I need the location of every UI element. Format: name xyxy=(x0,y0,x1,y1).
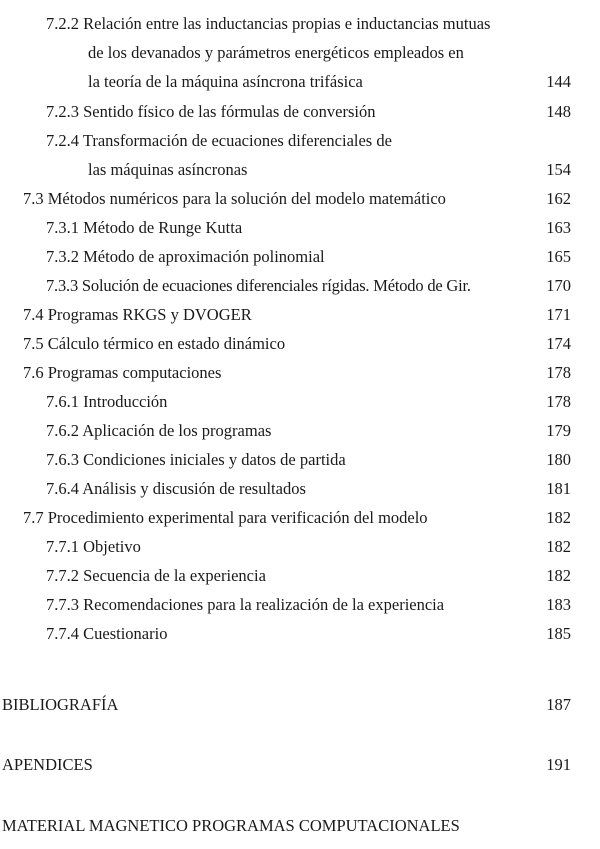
toc-entry-title: 7.7.1 Objetivo xyxy=(46,537,141,556)
toc-section-magnetic-material xyxy=(0,812,600,840)
toc-entry-page: 178 xyxy=(546,392,571,411)
toc-entry-page: 174 xyxy=(546,334,571,353)
toc-entry-title: 7.7.4 Cuestionario xyxy=(46,624,168,643)
toc-entry-title: 7.6.4 Análisis y discusión de resultados xyxy=(46,479,306,498)
toc-entry-page: 170 xyxy=(546,276,571,295)
toc-entry-title: 7.3 Métodos numéricos para la solución del modelo matemático xyxy=(23,189,446,208)
toc-entry-title: 7.2.4 Transformación de ecuaciones diferenciales de xyxy=(46,131,392,150)
toc-entry xyxy=(0,68,600,96)
toc-entry xyxy=(0,330,600,358)
toc-section-appendices xyxy=(0,751,600,779)
toc-entry-title: 7.6 Programas computaciones xyxy=(23,363,222,382)
toc-entry-page: 144 xyxy=(546,72,571,91)
toc-entry-title: BIBLIOGRAFÍA xyxy=(2,695,119,714)
toc-entry xyxy=(0,98,600,126)
toc-entry-title: 7.2.2 Relación entre las inductancias propias e inductancias mutuas xyxy=(46,14,491,33)
toc-entry-page: 165 xyxy=(546,247,571,266)
toc-entry-page: 171 xyxy=(546,305,571,324)
toc-entry-title: las máquinas asíncronas xyxy=(88,160,248,179)
toc-entry xyxy=(0,214,600,242)
toc-entry-page: 185 xyxy=(546,624,571,643)
toc-entry xyxy=(0,388,600,416)
toc-entry xyxy=(0,10,600,38)
toc-entry xyxy=(0,156,600,184)
toc-entry xyxy=(0,475,600,503)
toc-entry xyxy=(0,533,600,561)
toc-entry-title: 7.4 Programas RKGS y DVOGER xyxy=(23,305,252,324)
toc-entry-page: 187 xyxy=(546,695,571,714)
toc-entry xyxy=(0,243,600,271)
toc-entry-title: 7.3.2 Método de aproximación polinomial xyxy=(46,247,325,266)
toc-entry-title: 7.3.1 Método de Runge Kutta xyxy=(46,218,243,237)
toc-entry xyxy=(0,591,600,619)
toc-entry-page: 191 xyxy=(546,755,571,774)
toc-entry-page: 162 xyxy=(546,189,571,208)
toc-section-bibliography xyxy=(0,691,600,719)
toc-entry-title: 7.3.3 Solución de ecuaciones diferenciales rígidas. Método de Gir. xyxy=(46,276,471,295)
toc-entry-page: 154 xyxy=(546,160,571,179)
toc-entry xyxy=(0,562,600,590)
toc-entry-title: 7.5 Cálculo térmico en estado dinámico xyxy=(23,334,286,353)
toc-entry-page: 178 xyxy=(546,363,571,382)
toc-entry-page: 179 xyxy=(546,421,571,440)
toc-entry-page: 183 xyxy=(546,595,571,614)
toc-entry-title: MATERIAL MAGNETICO PROGRAMAS COMPUTACIONALES xyxy=(2,816,460,835)
toc-entry-title: APENDICES xyxy=(2,755,93,774)
toc-entry-page: 148 xyxy=(546,102,571,121)
toc-entry-page: 182 xyxy=(546,508,571,527)
toc-entry-title: 7.6.2 Aplicación de los programas xyxy=(46,421,272,440)
toc-entry-title: 7.6.3 Condiciones iniciales y datos de partida xyxy=(46,450,346,469)
toc-entry xyxy=(0,39,600,67)
toc-entry xyxy=(0,446,600,474)
toc-entry xyxy=(0,359,600,387)
toc-entry-title: 7.2.3 Sentido físico de las fórmulas de conversión xyxy=(46,102,376,121)
toc-entry-page: 180 xyxy=(546,450,571,469)
toc-entry-title: 7.6.1 Introducción xyxy=(46,392,168,411)
toc-entry-page: 181 xyxy=(546,479,571,498)
toc-entry xyxy=(0,185,600,213)
toc-entry-page: 182 xyxy=(546,537,571,556)
toc-entry xyxy=(0,272,600,300)
toc-entry-title: 7.7.2 Secuencia de la experiencia xyxy=(46,566,266,585)
toc-entry-title: de los devanados y parámetros energéticos empleados en xyxy=(88,43,464,62)
toc-entry xyxy=(0,127,600,155)
toc-entry-page: 182 xyxy=(546,566,571,585)
toc-entry xyxy=(0,504,600,532)
toc-entry xyxy=(0,301,600,329)
toc-entry-title: 7.7 Procedimiento experimental para verificación del modelo xyxy=(23,508,428,527)
toc-entry-page: 163 xyxy=(546,218,571,237)
toc-entry xyxy=(0,620,600,648)
toc-entry-title: 7.7.3 Recomendaciones para la realización de la experiencia xyxy=(46,595,445,614)
toc-entry-title: la teoría de la máquina asíncrona trifásica xyxy=(88,72,363,91)
toc-entry xyxy=(0,417,600,445)
